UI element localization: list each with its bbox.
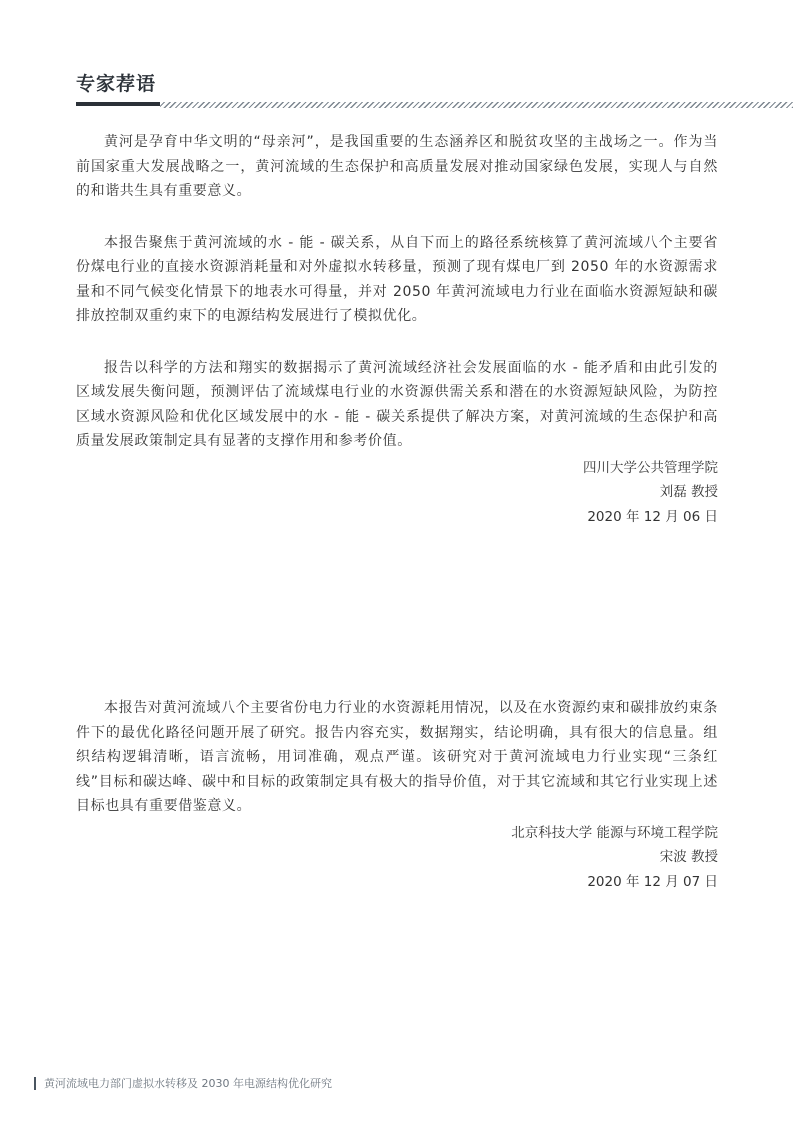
page-header xyxy=(76,70,793,110)
recommendation-1 xyxy=(76,130,718,529)
signature-block xyxy=(76,456,718,530)
running-title: 黄河流域电力部门虚拟水转移及 2030 年电源结构优化研究 xyxy=(44,1077,332,1090)
signature-date: 2020 年 12 月 07 日 xyxy=(587,873,718,890)
signature-block xyxy=(76,821,718,895)
signature-author: 刘磊 教授 xyxy=(659,484,718,500)
footer-bar xyxy=(34,1077,36,1090)
title-hatch-divider xyxy=(160,102,793,108)
recommendation-2 xyxy=(76,696,718,894)
paragraph: 黄河是孕育中华文明的“母亲河”，是我国重要的生态涵养区和脱贫攻坚的主战场之一。作为当前国家重大发展战略之一，黄河流域的生态保护和高质量发展对推动国家绿色发展，实现人与自然的和谐共生具有重要意义。 xyxy=(76,134,718,199)
paragraph: 本报告聚焦于黄河流域的水 - 能 - 碳关系，从自下而上的路径系统核算了黄河流域八个主要省份煤电行业的直接水资源消耗量和对外虚拟水转移量，预测了现有煤电厂到 2050 年的水资源需求量和不同气候变化情景下的地表水可得量，并对 2050 年黄河流域电力行业在面临水资源短缺和碳排放控制双重约束下的电源结构发展进行了模拟优化。 xyxy=(76,234,718,324)
page-title: 专家荐语 xyxy=(76,73,157,95)
signature-author: 宋波 教授 xyxy=(659,849,718,865)
signature-date: 2020 年 12 月 06 日 xyxy=(587,508,718,525)
paragraph: 报告以科学的方法和翔实的数据揭示了黄河流域经济社会发展面临的水 - 能矛盾和由此引发的区域发展失衡问题，预测评估了流域煤电行业的水资源供需关系和潜在的水资源短缺风险，为防控区域水资源风险和优化区域发展中的水 - 能 - 碳关系提供了解决方案，对黄河流域的生态保护和高质量发展政策制定具有显著的支撑作用和参考价值。 xyxy=(76,359,718,449)
paragraph: 本报告对黄河流域八个主要省份电力行业的水资源耗用情况，以及在水资源约束和碳排放约束条件下的最优化路径问题开展了研究。报告内容充实，数据翔实，结论明确，具有很大的信息量。组织结构逻辑清晰，语言流畅，用词准确，观点严谨。该研究对于黄河流域电力行业实现“三条红线”目标和碳达峰、碳中和目标的政策制定具有极大的指导价值，对于其它流域和其它行业实现上述目标也具有重要借鉴意义。 xyxy=(76,700,718,814)
page-footer xyxy=(34,1075,332,1091)
title-underline xyxy=(76,102,160,106)
signature-institution: 北京科技大学 能源与环境工程学院 xyxy=(511,824,718,841)
signature-institution: 四川大学公共管理学院 xyxy=(583,459,718,476)
